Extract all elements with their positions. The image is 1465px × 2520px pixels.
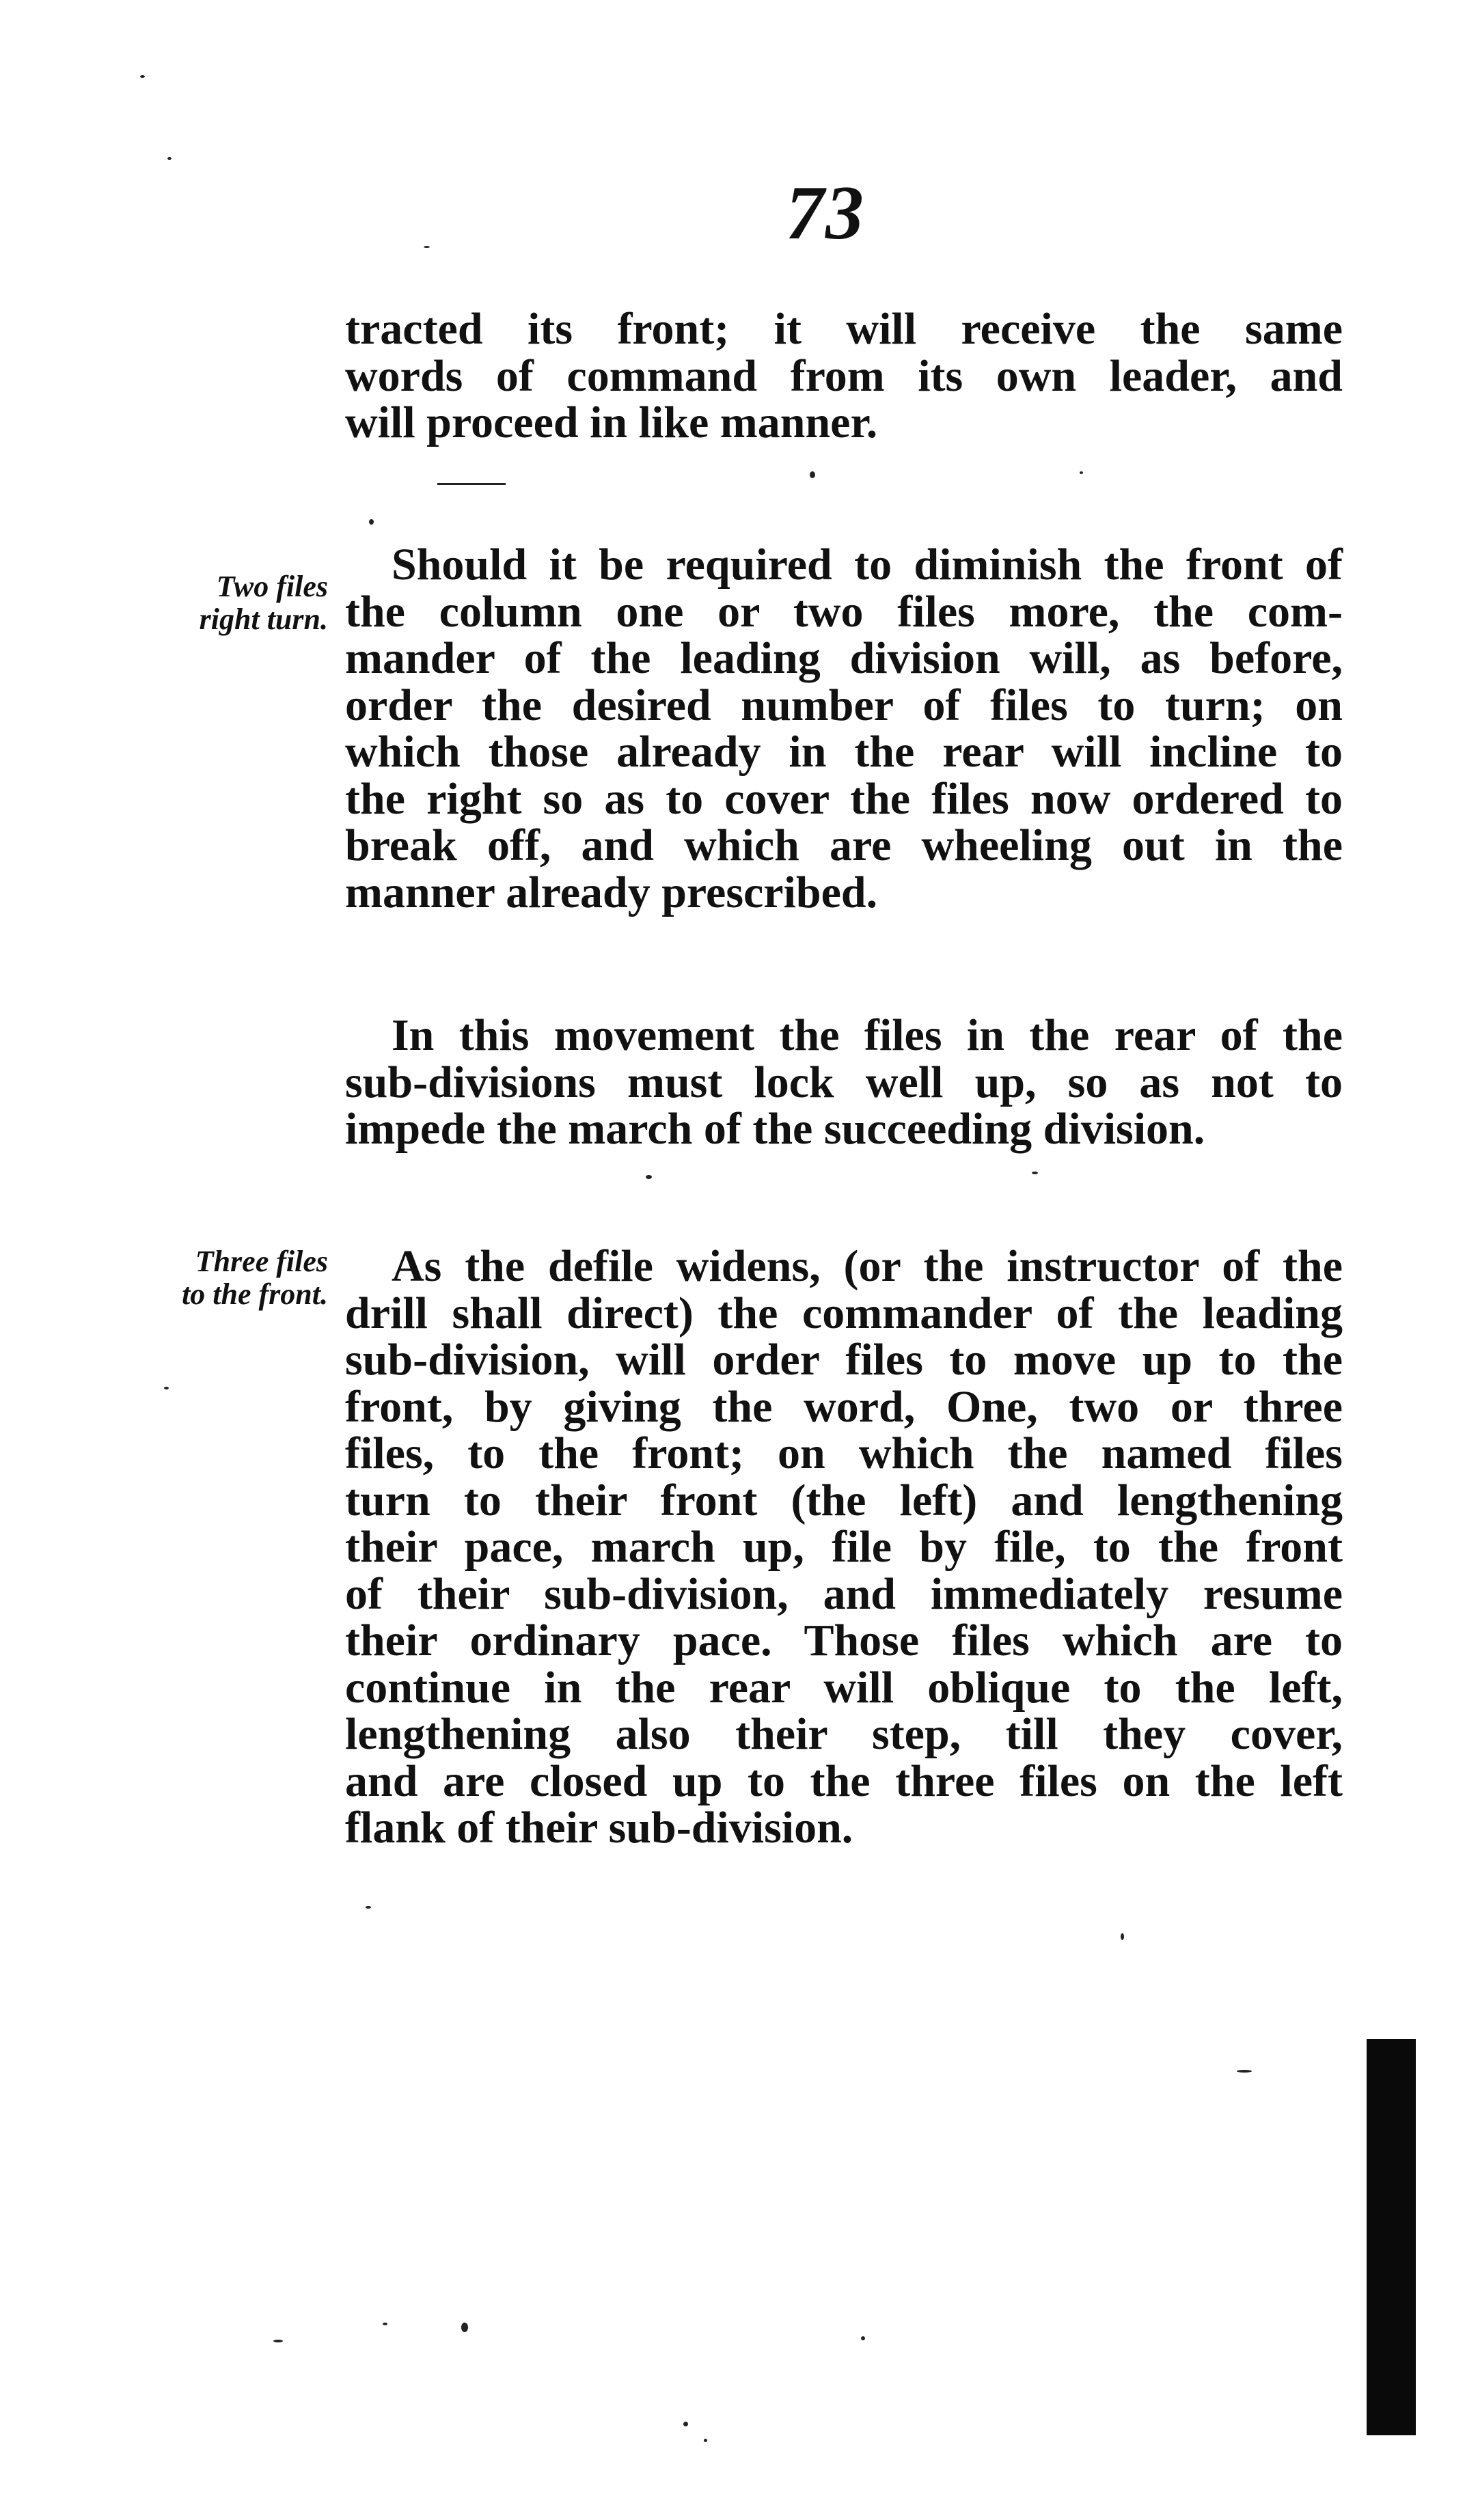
paragraph-defile-widens [345,1243,1343,1852]
scan-speck [1032,1172,1038,1174]
text-line: break off, and which are wheeling out in the [345,820,1343,870]
scan-speck [369,519,374,525]
text-line: sub-divisions must lock well up, so as not to [345,1057,1343,1107]
margin-note-line: right turn. [199,603,328,636]
text-line: tracted its front; it will receive the same [345,304,1343,354]
scan-speck [273,2340,283,2342]
text-line: impede the march of the succeeding division. [345,1104,1205,1154]
text-line: sub-division, will order files to move up to the [345,1335,1343,1385]
text-line: the right so as to cover the files now ordered to [345,773,1343,824]
scan-edge-bar [1367,2039,1416,2435]
margin-note-two-files-right-turn [96,570,328,636]
text-line: words of command from its own leader, and [345,350,1343,401]
scan-speck [461,2323,468,2332]
text-line: turn to their front (the left) and lengthening [345,1475,1343,1525]
margin-note-line: Two files [216,570,328,603]
text-line: of their sub-division, and immediately resume [345,1568,1343,1619]
text-line: the column one or two files more, the com- [345,586,1343,637]
text-line: lengthening also their step, till they cover, [345,1709,1343,1759]
text-line: continue in the rear will oblique to the left, [345,1662,1343,1713]
scan-speck [646,1175,652,1179]
margin-note-line: Three files [195,1245,328,1278]
text-line: their pace, march up, file by file, to the front [345,1522,1343,1572]
scan-speck [683,2422,688,2426]
scan-speck [810,471,815,478]
text-line: order the desired number of files to turn; on [345,680,1343,730]
scan-speck [383,2323,387,2325]
text-line: Should it be required to diminish the front of [392,540,1343,590]
rule-divider [437,483,506,485]
text-line: As the defile widens, (or the instructor of the [392,1241,1343,1291]
scan-speck [861,2336,865,2340]
scan-speck [424,246,430,248]
text-line: which those already in the rear will incline to [345,727,1343,777]
text-line: mander of the leading division will, as before, [345,633,1343,683]
page-number: 73 [786,171,865,255]
text-line: files, to the front; on which the named files [345,1428,1343,1478]
margin-note-three-files-to-the-front [68,1245,328,1311]
scan-speck [164,1387,169,1389]
text-line: drill shall direct) the commander of the leading [345,1288,1343,1338]
paragraph-diminish-front [345,542,1343,916]
text-line: In this movement the files in the rear of the [392,1010,1343,1060]
scan-speck [704,2439,707,2442]
paragraph-lock-well-up [345,1012,1343,1153]
text-line: flank of their sub-division. [345,1803,853,1853]
text-line: manner already prescribed. [345,867,878,917]
text-line: front, by giving the word, One, two or three [345,1381,1343,1432]
scan-speck [140,75,145,78]
text-line: and are closed up to the three files on the left [345,1756,1343,1806]
text-line: will proceed in like manner. [345,398,878,447]
scan-speck [366,1906,371,1909]
paragraph-continued [345,306,1343,447]
scan-speck [1080,471,1083,474]
scan-speck [167,157,172,160]
scan-speck [1121,1933,1124,1940]
margin-note-line: to the front. [182,1277,328,1311]
text-line: their ordinary pace. Those files which are to [345,1616,1343,1665]
scan-speck [1237,2070,1252,2073]
